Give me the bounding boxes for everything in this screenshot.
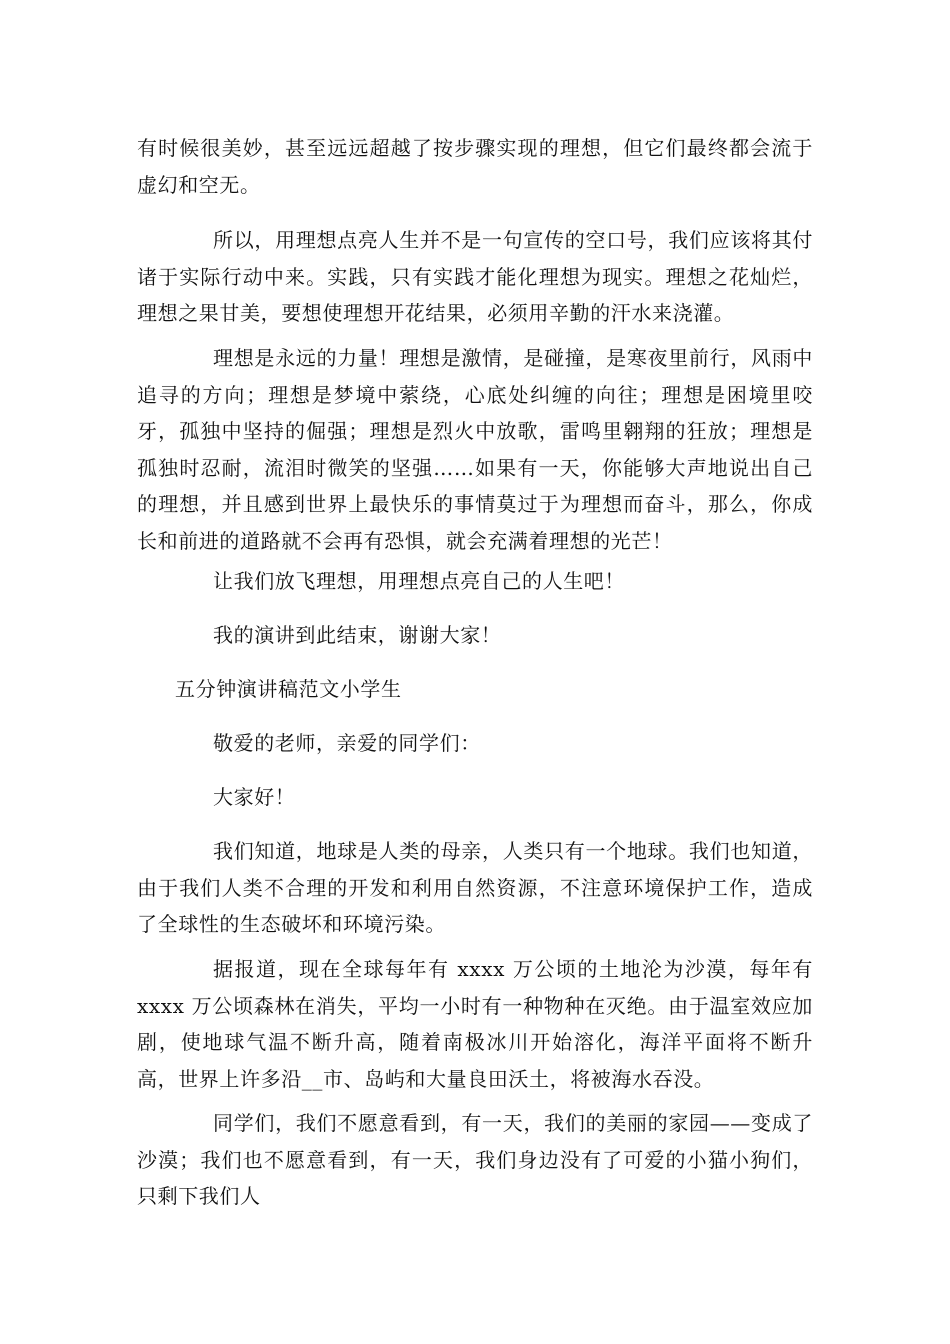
paragraph-closing: 我的演讲到此结束，谢谢大家！ (213, 623, 502, 647)
paragraph-reports: 据报道，现在全球每年有 xxxx 万公顷的土地沦为沙漠，每年有 xxxx 万公顷森林在消失，平均一小时有一种物种在灭绝。由于温室效应加剧，使地球气温不断升高，随着南极冰川开始溶化，海洋平面将不断升高，世界上许多沿__市、岛屿和大量良田沃土，将被海水吞没。 (137, 957, 813, 1091)
paragraph-salutation: 敬爱的老师，亲爱的同学们： (213, 731, 481, 755)
paragraph-practice: 所以，用理想点亮人生并不是一句宣传的空口号，我们应该将其付诸于实际行动中来。实践，只有实践才能化理想为现实。理想之花灿烂，理想之果甘美，要想使理想开花结果，必须用辛勤的汗水来浇灌。 (137, 228, 813, 325)
section-title: 五分钟演讲稿范文小学生 (175, 677, 402, 701)
paragraph-let-ideals-fly: 让我们放飞理想，用理想点亮自己的人生吧！ (213, 569, 625, 593)
paragraph-classmates: 同学们，我们不愿意看到，有一天，我们的美丽的家园——变成了沙漠；我们也不愿意看到，有一天，我们身边没有了可爱的小猫小狗们，只剩下我们人 (137, 1111, 813, 1208)
paragraph-continuation: 有时候很美妙，甚至远远超越了按步骤实现的理想，但它们最终都会流于虚幻和空无。 (137, 136, 813, 197)
paragraph-power-of-ideals: 理想是永远的力量！理想是激情，是碰撞，是寒夜里前行，风雨中追寻的方向；理想是梦境中萦绕，心底处纠缠的向往；理想是困境里咬牙，孤独中坚持的倔强；理想是烈火中放歌，雷鸣里翱翔的狂放；理想是孤独时忍耐，流泪时微笑的坚强……如果有一天，你能够大声地说出自己的理想，并且感到世界上最快乐的事情莫过于为理想而奋斗，那么，你成长和前进的道路就不会再有恐惧，就会充满着理想的光芒！ (137, 346, 813, 553)
paragraph-earth-mother: 我们知道，地球是人类的母亲，人类只有一个地球。我们也知道，由于我们人类不合理的开发和利用自然资源，不注意环境保护工作，造成了全球性的生态破坏和环境污染。 (137, 839, 813, 936)
paragraph-greeting: 大家好！ (213, 785, 296, 809)
